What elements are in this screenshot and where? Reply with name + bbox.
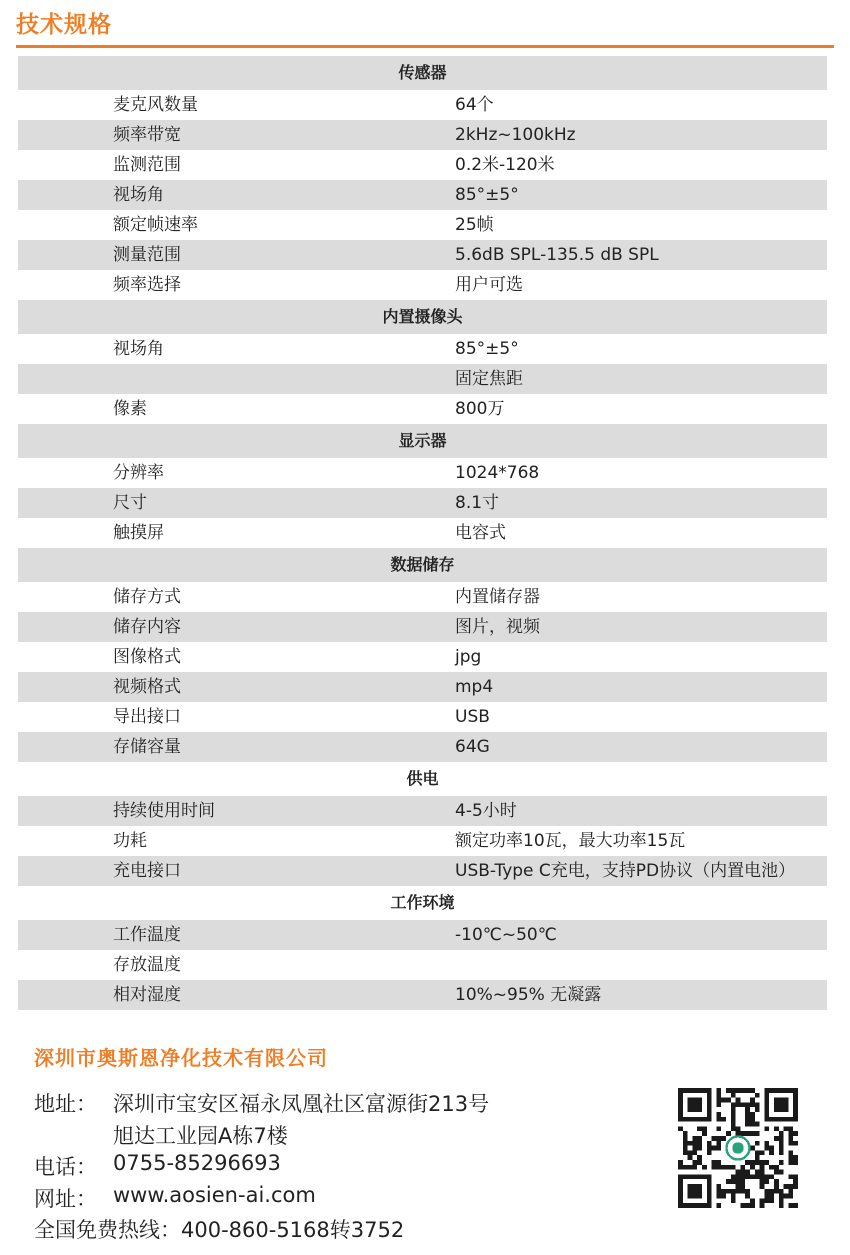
section-header: 数据储存	[18, 548, 827, 582]
spec-value: jpg	[455, 647, 482, 667]
spec-label: 视频格式	[113, 677, 181, 697]
spec-label: 频率选择	[113, 275, 181, 295]
spec-value: 25帧	[455, 215, 494, 235]
address-line2: 旭达工业园A栋7楼	[113, 1124, 288, 1148]
spec-row	[18, 394, 827, 424]
spec-label: 频率带宽	[113, 125, 181, 145]
phone-label: 电话：	[34, 1155, 97, 1179]
spec-label: 导出接口	[113, 707, 181, 727]
spec-label: 存放温度	[113, 955, 181, 975]
spec-label: 相对湿度	[113, 985, 181, 1005]
spec-value: 固定焦距	[455, 369, 523, 389]
spec-value: 电容式	[455, 523, 506, 543]
spec-value: 1024*768	[455, 463, 540, 483]
spec-value: 内置储存器	[455, 587, 540, 607]
address-line1: 深圳市宝安区福永凤凰社区富源街213号	[113, 1092, 490, 1116]
spec-value: 8.1寸	[455, 493, 500, 513]
spec-label: 测量范围	[113, 245, 181, 265]
spec-label: 监测范围	[113, 155, 181, 175]
hotline-number: 400-860-5168转3752	[181, 1218, 405, 1242]
spec-row	[18, 270, 827, 300]
phone-number: 0755-85296693	[113, 1151, 281, 1175]
section-header: 显示器	[18, 424, 827, 458]
spec-value: USB-Type C充电，支持PD协议（内置电池）	[455, 861, 796, 881]
spec-row	[18, 950, 827, 980]
spec-row	[18, 612, 827, 642]
spec-value: 85°±5°	[455, 185, 519, 205]
spec-row	[18, 458, 827, 488]
spec-label: 额定帧速率	[113, 215, 198, 235]
spec-label: 视场角	[113, 339, 164, 359]
spec-value: 4-5小时	[455, 801, 517, 821]
spec-row	[18, 826, 827, 856]
spec-value: -10℃~50℃	[455, 925, 557, 945]
spec-value: 64个	[455, 95, 494, 115]
spec-row	[18, 642, 827, 672]
spec-value: 800万	[455, 399, 505, 419]
spec-table	[18, 56, 827, 1010]
phone-block	[34, 1151, 281, 1181]
spec-label: 视场角	[113, 185, 164, 205]
web-block	[34, 1183, 316, 1213]
address-label: 地址：	[34, 1092, 97, 1116]
spec-row	[18, 210, 827, 240]
spec-row	[18, 120, 827, 150]
company-name: 深圳市奥斯恩净化技术有限公司	[34, 1046, 328, 1070]
address-block	[34, 1088, 490, 1118]
spec-row	[18, 180, 827, 210]
spec-label: 存储容量	[113, 737, 181, 757]
spec-value: 5.6dB SPL-135.5 dB SPL	[455, 245, 659, 265]
spec-row	[18, 920, 827, 950]
spec-row	[18, 732, 827, 762]
spec-row	[18, 796, 827, 826]
spec-row	[18, 672, 827, 702]
spec-label: 充电接口	[113, 861, 181, 881]
spec-row	[18, 702, 827, 732]
hotline-label: 全国免费热线：	[34, 1218, 181, 1242]
spec-value: 额定功率10瓦，最大功率15瓦	[455, 831, 686, 851]
spec-label: 持续使用时间	[113, 801, 215, 821]
web-url[interactable]: www.aosien-ai.com	[113, 1183, 316, 1207]
spec-value: mp4	[455, 677, 494, 697]
section-header: 供电	[406, 769, 439, 788]
spec-value: 2kHz~100kHz	[455, 125, 576, 145]
spec-label: 工作温度	[113, 925, 181, 945]
spec-row	[18, 488, 827, 518]
qr-code-icon	[678, 1088, 798, 1208]
section-header: 内置摄像头	[18, 300, 827, 334]
page-title: 技术规格	[16, 12, 112, 38]
spec-row	[18, 518, 827, 548]
spec-row	[18, 582, 827, 612]
section-header: 工作环境	[390, 893, 455, 912]
web-label: 网址：	[34, 1187, 97, 1211]
spec-label: 麦克风数量	[113, 95, 198, 115]
spec-value: 图片，视频	[455, 617, 540, 637]
spec-value: 85°±5°	[455, 339, 519, 359]
spec-row	[18, 364, 827, 394]
spec-row	[18, 856, 827, 886]
spec-row	[18, 240, 827, 270]
spec-value: USB	[455, 707, 490, 727]
spec-label: 尺寸	[113, 493, 147, 513]
spec-label: 分辨率	[113, 463, 164, 483]
spec-value: 64G	[455, 737, 490, 757]
spec-value: 0.2米-120米	[455, 155, 555, 175]
hotline-block	[34, 1214, 404, 1244]
spec-value: 用户可选	[455, 275, 523, 295]
title-divider	[16, 45, 834, 48]
spec-label: 储存内容	[113, 617, 181, 637]
section-header: 传感器	[18, 56, 827, 90]
spec-label: 像素	[113, 399, 147, 419]
spec-row	[18, 150, 827, 180]
spec-label: 图像格式	[113, 647, 181, 667]
spec-row	[18, 980, 827, 1010]
spec-label: 储存方式	[113, 587, 181, 607]
spec-label: 触摸屏	[113, 523, 164, 543]
spec-row	[18, 90, 827, 120]
spec-value: 10%~95% 无凝露	[455, 985, 602, 1005]
spec-label: 功耗	[113, 831, 147, 851]
spec-row	[18, 334, 827, 364]
